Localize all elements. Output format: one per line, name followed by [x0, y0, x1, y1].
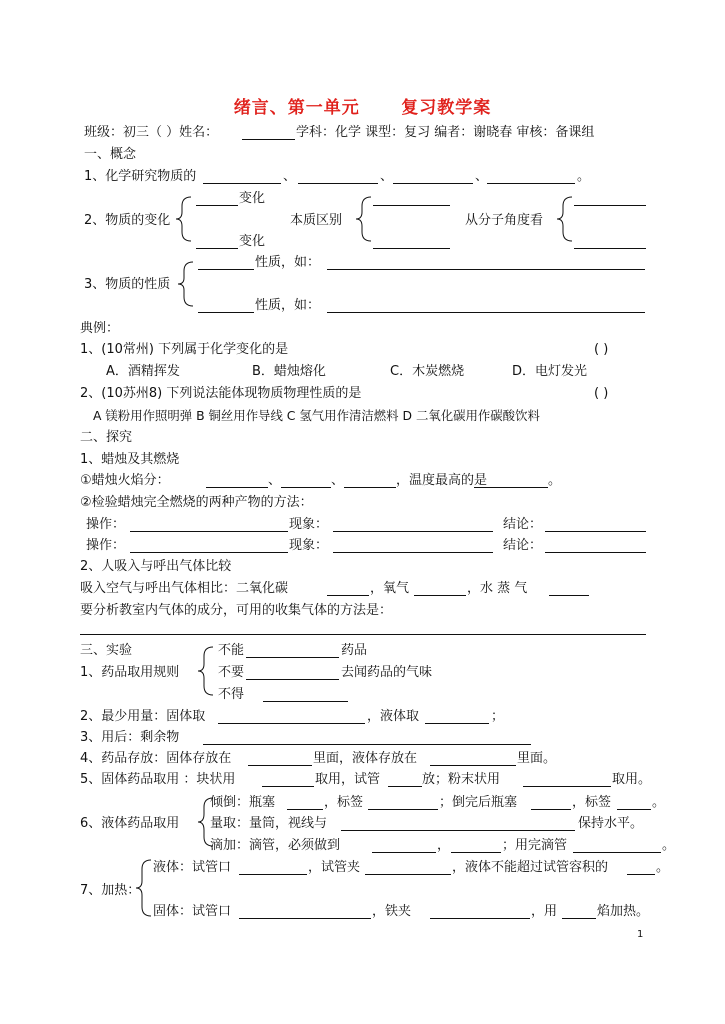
heat-label: 7、加热：: [80, 883, 141, 898]
answer-paren[interactable]: ( ): [594, 342, 609, 357]
essence-label: 本质区别: [290, 213, 343, 228]
brace-rule: [198, 647, 213, 695]
flame-label: ①蜡烛火焰分：: [80, 473, 170, 488]
period: 。: [548, 473, 562, 488]
page-title: 绪言、第一单元 复习教学案: [233, 98, 492, 118]
change-label: 变化: [239, 234, 266, 249]
candle-heading: 1、蜡烛及其燃烧: [80, 452, 180, 467]
compare-label: 吸入空气与呼出气体相比：二氧化碳: [80, 581, 289, 596]
use-label: ，用: [531, 904, 558, 919]
iron-label: ，铁夹: [372, 904, 412, 919]
answer-paren[interactable]: ( ): [594, 386, 609, 401]
take2-label: 取用。: [612, 772, 652, 787]
phenomenon-label: 现象：: [289, 517, 329, 532]
inside-label: 里面，液体存放在: [313, 751, 418, 766]
conclusion-label: 结论：: [503, 538, 543, 553]
heat-solid-label: 固体：试管口: [153, 904, 232, 919]
semi2-label: ；用完滴管: [502, 838, 568, 853]
label-text: ，标签: [324, 795, 364, 810]
level-label: 保持水平。: [578, 816, 644, 831]
cannot-label: 不能: [218, 643, 245, 658]
concept-q1: 1、化学研究物质的: [84, 169, 197, 184]
analyze-label: 要分析教室内气体的成分，可用的收集气体的方法是：: [80, 603, 393, 618]
period: 。: [662, 838, 676, 853]
inside2-label: 里面。: [517, 751, 557, 766]
solid-take-label: 5、固体药品取用 ：块状用: [80, 772, 236, 787]
flame-heat-label: 焰加热。: [597, 904, 650, 919]
period: 。: [577, 169, 591, 184]
hottest-label: ，温度最高的是: [396, 473, 488, 488]
no-exceed-label: ，液体不能超过试管容积的: [452, 860, 609, 875]
clamp-label: ，试管夹: [308, 860, 361, 875]
smell-label: 去闻药品的气味: [341, 665, 433, 680]
class-label: 班级：初三（ ）姓名：: [84, 125, 219, 140]
operation-label: 操作：: [86, 517, 126, 532]
liquid-label: ，液体取: [367, 709, 420, 724]
brace-change: [176, 197, 191, 241]
option-a: A．酒精挥发: [106, 364, 180, 379]
put-label: 放；粉末状用: [422, 772, 501, 787]
example-2: 2、(10苏州8) 下列说法能体现物质物理性质的是: [80, 386, 362, 401]
must-not-label: 不要: [218, 665, 245, 680]
measure-label: 量取：量筒，视线与: [210, 816, 328, 831]
separator: 、: [331, 473, 345, 488]
concept-q2: 2、物质的变化: [84, 213, 171, 228]
property-label: 性质，如：: [255, 255, 321, 270]
drip-label: 滴加：滴管，必须做到: [210, 838, 341, 853]
option-b: B．蜡烛熔化: [252, 364, 326, 379]
period: 。: [652, 795, 666, 810]
brace-liquid: [198, 798, 213, 846]
liquid-take-label: 6、液体药品取用: [80, 816, 180, 831]
rule-label: 1、药品取用规则: [80, 665, 180, 680]
pour-label: 倾倒：瓶塞: [210, 795, 276, 810]
option-d: D．电灯发光: [512, 364, 588, 379]
semicolon: ；: [491, 709, 505, 724]
property-label: 性质，如：: [255, 298, 321, 313]
brace-heat: [136, 860, 151, 916]
period: 。: [656, 860, 670, 875]
water-label: ，水 蒸 气: [467, 581, 528, 596]
take-label: 取用，试管: [315, 772, 381, 787]
molecule-label: 从分子角度看: [465, 213, 544, 228]
phenomenon-label: 现象：: [289, 538, 329, 553]
comma: ，: [437, 838, 451, 853]
separator: 、: [283, 169, 297, 184]
concept-q3: 3、物质的性质: [84, 277, 171, 292]
separator: 、: [380, 169, 394, 184]
separator: 、: [268, 473, 282, 488]
example-1: 1、(10常州) 下列属于化学变化的是: [80, 342, 289, 357]
separator: 、: [475, 169, 489, 184]
section-explore: 二、探究: [80, 430, 133, 445]
heat-liquid-label: 液体：试管口: [153, 860, 232, 875]
storage-label: 4、药品存放：固体存放在: [80, 751, 232, 766]
oxygen-label: ，氧气: [370, 581, 410, 596]
label2-text: ，标签: [572, 795, 612, 810]
info-rest: 学科：化学 课型：复习 编者：谢晓春 审核：备课组: [296, 125, 595, 140]
option-c: C．木炭燃烧: [390, 364, 465, 379]
not-allowed-label: 不得: [218, 687, 245, 702]
example-2-options: A 镁粉用作照明弹 B 铜丝用作导线 C 氢气用作清洁燃料 D 二氧化碳用作碳酸饮料: [93, 408, 540, 423]
change-label: 变化: [239, 191, 266, 206]
page-number: 1: [637, 929, 644, 940]
brace-property: [178, 262, 193, 306]
method-label: ②检验蜡烛完全燃烧的两种产物的方法：: [80, 495, 313, 510]
brace-essence: [356, 197, 371, 241]
after-pour-label: ；倒完后瓶塞: [439, 795, 518, 810]
section-concept: 一、概念: [84, 147, 137, 162]
min-amount-label: 2、最少用量：固体取: [80, 709, 206, 724]
brace-molecule: [557, 197, 572, 241]
examples-heading: 典例：: [80, 321, 120, 336]
drug-label: 药品: [341, 643, 368, 658]
after-use-label: 3、用后：剩余物: [80, 730, 180, 745]
section-experiment: 三、实验: [80, 643, 133, 658]
conclusion-label: 结论：: [503, 517, 543, 532]
breath-heading: 2、人吸入与呼出气体比较: [80, 559, 232, 574]
operation-label: 操作：: [86, 538, 126, 553]
